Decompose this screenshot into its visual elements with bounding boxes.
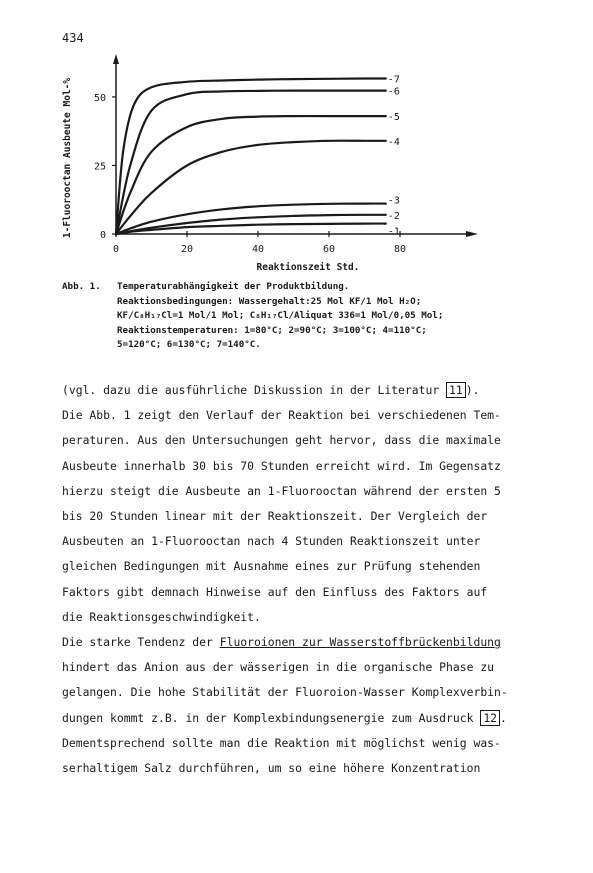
x-tick-label: 0 [112, 244, 120, 255]
y-tick-label: 0 [99, 230, 106, 241]
page-number: 434 [62, 31, 84, 45]
curve-label-2: -2 [387, 210, 400, 222]
text-line: gelangen. Die hohe Stabilität der Fluoroion-Wasser Komplexverbin- [62, 685, 508, 700]
curve-7 [116, 79, 386, 235]
x-axis-arrow [466, 231, 478, 237]
caption-line: Reaktionsbedingungen: Wassergehalt:25 Mol KF/1 Mol H₂O; [117, 295, 422, 307]
yield-vs-time-chart [0, 0, 593, 280]
text-line: Ausbeuten an 1-Fluorooctan nach 4 Stunden Reaktionszeit unter [62, 534, 481, 549]
text-line: Ausbeute innerhalb 30 bis 70 Stunden erreicht wird. Im Gegensatz [62, 458, 501, 473]
curve-label-7: -7 [387, 74, 400, 86]
text-segment: (vgl. dazu die ausführliche Diskussion in der Literatur [62, 383, 447, 397]
text-line: die Reaktionsgeschwindigkeit. [62, 609, 261, 624]
underlined-text: Fluoroionen zur Wasserstoffbrückenbildung [219, 635, 501, 650]
text-line: Die Abb. 1 zeigt den Verlauf der Reaktion bei verschiedenen Tem- [62, 408, 501, 423]
text-line: serhaltigem Salz durchführen, um so eine höhere Konzentration [62, 761, 481, 776]
chart-labels [62, 75, 406, 273]
text-segment: Die starke Tendenz der [62, 635, 220, 650]
curve-label-5: -5 [387, 112, 400, 124]
caption-line: KF/C₈H₁₇Cl=1 Mol/1 Mol; C₈H₁₇Cl/Aliquat 336=1 Mol/0,05 Mol; [117, 310, 444, 322]
reference-link[interactable]: 12 [480, 710, 500, 726]
caption-line: Reaktionstemperaturen: 1=80°C; 2=90°C; 3=100°C; 4=110°C; [117, 324, 427, 336]
text-segment: . [500, 710, 507, 725]
chart-axes [112, 54, 478, 237]
caption-title: Temperaturabhängigkeit der Produktbildung. [117, 281, 350, 292]
curve-label-3: -3 [387, 195, 400, 207]
x-tick-label: 80 [393, 244, 407, 255]
text-line: bis 20 Stunden linear mit der Reaktionszeit. Der Vergleich der [62, 509, 488, 524]
y-tick-label: 25 [93, 161, 106, 173]
x-tick-label: 20 [180, 244, 194, 255]
x-tick-label: 40 [251, 244, 265, 255]
curve-label-6: -6 [387, 86, 400, 98]
chart-curves [116, 79, 386, 235]
curve-6 [116, 91, 386, 234]
y-tick-label: 50 [93, 92, 106, 104]
reference-link[interactable]: 11 [446, 382, 466, 398]
curve-label-4: -4 [387, 136, 400, 148]
text-line [62, 706, 532, 731]
text-line: Dementsprechend sollte man die Reaktion mit möglichst wenig was- [62, 735, 501, 750]
text-line [62, 378, 532, 403]
curve-1 [116, 224, 386, 234]
text-segment: ). [465, 383, 480, 397]
text-line: gleichen Bedingungen mit Ausnahme eines zur Prüfung stehenden [62, 559, 481, 574]
y-axis-title: 1-Fluorooctan Ausbeute Mol-% [62, 77, 73, 239]
caption-label: Abb. 1. [62, 281, 101, 292]
text-line: peraturen. Aus den Untersuchungen geht hervor, dass die maximale [62, 433, 501, 448]
body-text [62, 378, 532, 781]
x-axis-title: Reaktionszeit Std. [256, 262, 360, 273]
curve-5 [116, 116, 386, 234]
text-line: hierzu steigt die Ausbeute an 1-Fluorooctan während der ersten 5 [62, 483, 501, 498]
curve-label-1: -1 [387, 226, 400, 238]
text-line [62, 630, 532, 655]
text-segment: dungen kommt z.B. in der Komplexbindungsenergie zum Ausdruck [62, 710, 481, 725]
y-axis-arrow [113, 54, 119, 64]
text-line: Faktors gibt demnach Hinweise auf den Einfluss des Faktors auf [62, 584, 488, 599]
x-tick-label: 60 [322, 244, 336, 255]
caption-line: 5=120°C; 6=130°C; 7=140°C. [117, 339, 261, 351]
text-line: hindert das Anion aus der wässerigen in die organische Phase zu [62, 660, 495, 675]
figure-caption [62, 280, 542, 353]
